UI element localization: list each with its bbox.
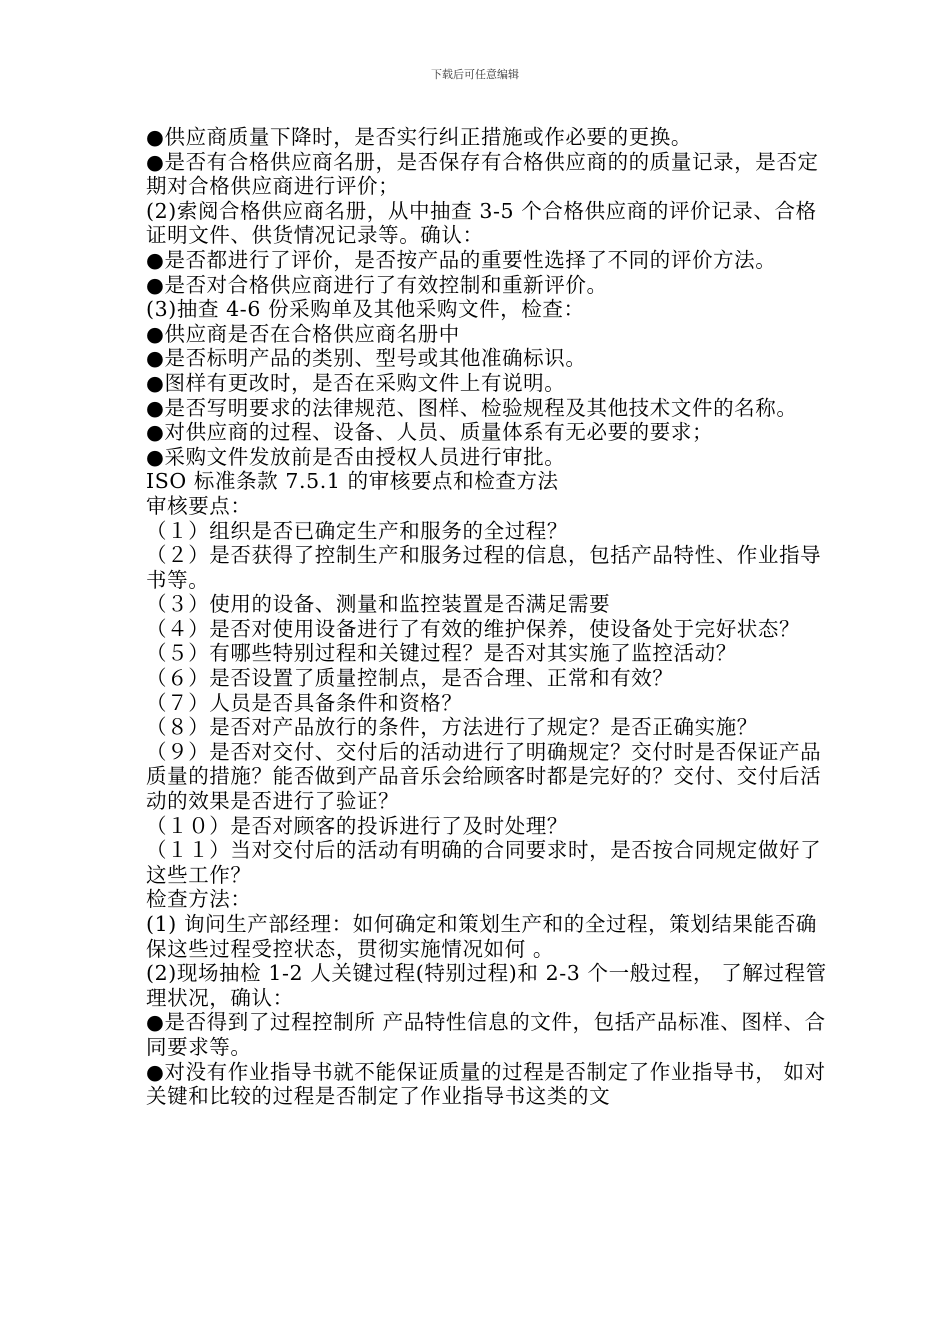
paragraph: (2)现场抽检 1-2 人关键过程(特别过程)和 2-3 个一般过程， 了解过程管理状况，确认：	[146, 961, 827, 1010]
paragraph: ●图样有更改时，是否在采购文件上有说明。	[146, 370, 566, 395]
paragraph: ●是否对合格供应商进行了有效控制和重新评价。	[146, 272, 608, 297]
paragraph: (2)索阅合格供应商名册，从中抽查 3-5 个合格供应商的评价记录、合格证明文件、供货情况记录等。确认：	[146, 198, 817, 248]
page-header: 下载后可任意编辑	[431, 68, 519, 81]
paragraph: （５）有哪些特别过程和关键过程？是否对其实施了监控活动？	[146, 641, 737, 666]
paragraph: ●是否写明要求的法律规范、图样、检验规程及其他技术文件的名称。	[146, 395, 798, 420]
paragraph: ●对供应商的过程、设备、人员、质量体系有无必要的要求；	[146, 420, 714, 445]
paragraph: (3)抽查 4-6 份采购单及其他采购文件，检查：	[146, 297, 585, 322]
paragraph: （１１）当对交付后的活动有明确的合同要求时，是否按合同规定做好了这些工作？	[146, 838, 822, 887]
paragraph: ●供应商是否在合格供应商名册中	[146, 321, 460, 346]
paragraph: ●是否标明产品的类别、型号或其他准确标识。	[146, 346, 587, 371]
paragraph: （８）是否对产品放行的条件，方法进行了规定？是否正确实施？	[146, 715, 758, 740]
paragraph: ●对没有作业指导书就不能保证质量的过程是否制定了作业指导书， 如对关键和比较的过程是否制定了作业指导书这类的文	[146, 1059, 826, 1109]
paragraph: （９）是否对交付、交付后的活动进行了明确规定？交付时是否保证产品质量的措施？能否做到产品音乐会给顾客时都是完好的？交付、交付后活动的效果是否进行了验证？	[146, 739, 822, 814]
paragraph: （４）是否对使用设备进行了有效的维护保养，使设备处于完好状态？	[146, 616, 801, 641]
paragraph: （１）组织是否已确定生产和服务的全过程？	[146, 518, 568, 543]
paragraph: (1) 询问生产部经理：如何确定和策划生产和的全过程，策划结果能否确保这些过程受控状态，贯彻实施情况如何 。	[146, 912, 817, 961]
paragraph: ●采购文件发放前是否由授权人员进行审批。	[146, 444, 566, 469]
paragraph: 审核要点：	[146, 493, 252, 518]
paragraph: ●是否有合格供应商名册，是否保存有合格供应商的的质量记录，是否定期对合格供应商进行评价；	[146, 149, 819, 199]
paragraph: ●供应商质量下降时，是否实行纠正措施或作必要的更换。	[146, 125, 692, 149]
paragraph: （３）使用的设备、测量和监控装置是否满足需要	[146, 592, 611, 617]
document-body	[146, 125, 836, 1109]
paragraph: （２）是否获得了控制生产和服务过程的信息，包括产品特性、作业指导书等。	[146, 543, 822, 592]
paragraph: 检查方法：	[146, 887, 252, 912]
paragraph: （６）是否设置了质量控制点，是否合理、正常和有效？	[146, 666, 674, 691]
paragraph: （１０）是否对顾客的投诉进行了及时处理？	[146, 813, 568, 838]
paragraph: ●是否都进行了评价，是否按产品的重要性选择了不同的评价方法。	[146, 247, 777, 272]
paragraph: ●是否得到了过程控制所 产品特性信息的文件，包括产品标准、图样、合同要求等。	[146, 1010, 826, 1059]
paragraph: ISO 标准条款 7.5.1 的审核要点和检查方法	[146, 469, 559, 494]
paragraph: （７）人员是否具备条件和资格？	[146, 690, 463, 715]
